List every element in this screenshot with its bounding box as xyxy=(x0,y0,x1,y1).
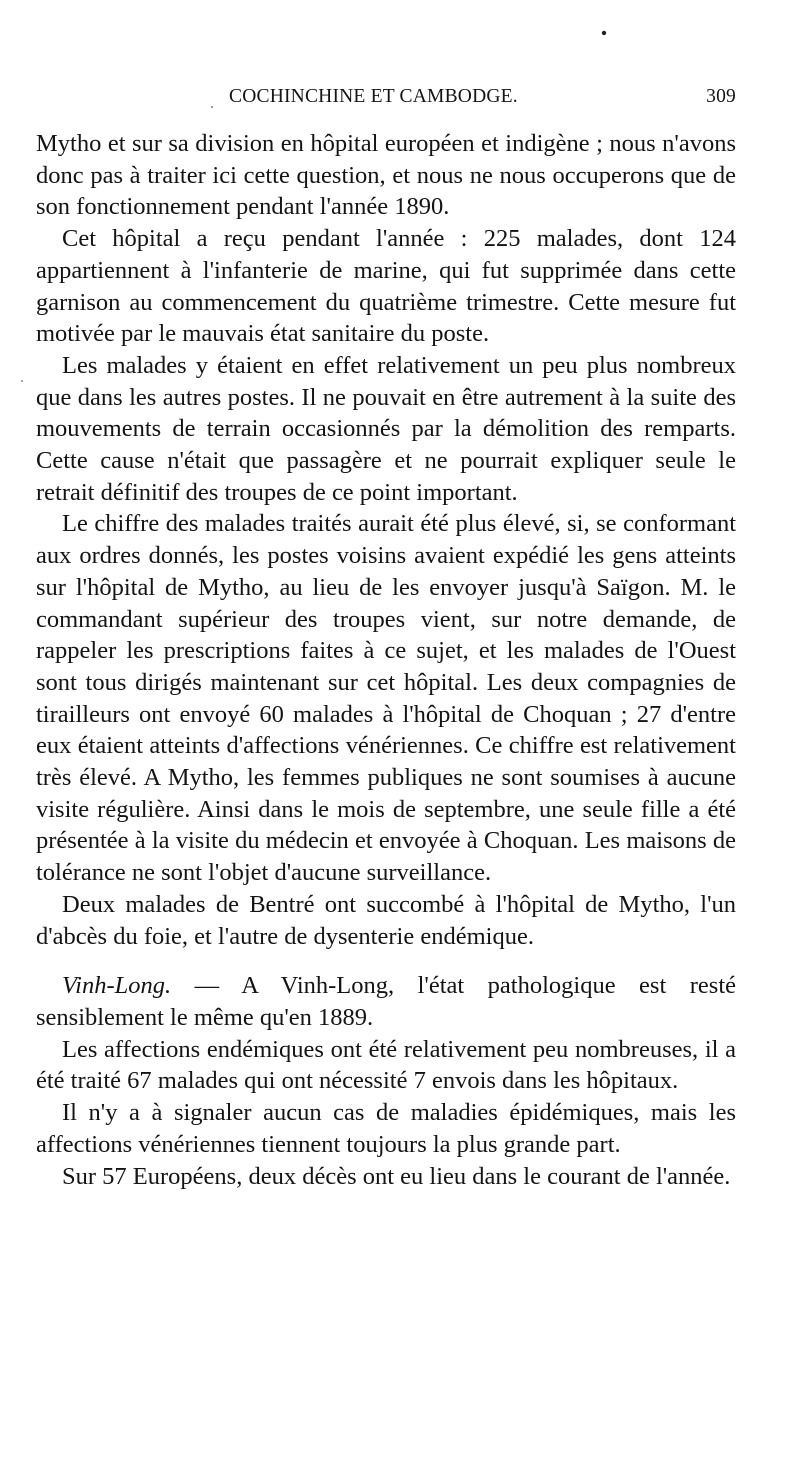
paragraph-text: Il n'y a à signaler aucun cas de maladies épidémiques, mais les affections vénériennes tiennent toujours la plus grande part. xyxy=(36,1099,736,1158)
paragraph-sanitary-causes xyxy=(36,350,736,509)
paragraph-endemic-affections xyxy=(36,1034,736,1097)
paragraph-text: Cet hôpital a reçu pendant l'année : 225 malades, dont 124 appartiennent à l'infanterie de marine, qui fut supprimée dans cette garnison au commencement du quatrième trimestre. Cette mesure fut motivée par le mauvais état sanitaire du poste. xyxy=(36,225,736,348)
paragraph-text: Le chiffre des malades traités aurait été plus élevé, si, se conformant aux ordres donnés, les postes voisins avaient expédié les gens atteints sur l'hôpital de Mytho, au lieu de les envoyer jusqu'à Saïgon. M. le commandant supérieur des troupes vient, sur notre demande, de rappeler les prescriptions faites à ce sujet, et les malades de l'Ouest sont tous dirigés maintenant sur cet hôpital. Les deux compagnies de tirailleurs ont envoyé 60 malades à l'hôpital de Choquan ; 27 d'entre eux étaient atteints d'affections vénériennes. Ce chiffre est relativement très élevé. A Mytho, les femmes publiques ne sont soumises à aucune visite régulière. Ainsi dans le mois de septembre, une seule fille a été présentée à la visite du médecin et envoyée à Choquan. Les maisons de tolérance ne sont l'objet d'aucune surveillance. xyxy=(36,510,736,887)
running-title: COCHINCHINE ET CAMBODGE. xyxy=(229,86,518,107)
paragraph-mytho-intro xyxy=(36,128,736,223)
page-number: 309 xyxy=(706,86,736,107)
section-title-vinh-long: Vinh-Long. xyxy=(62,972,172,1000)
paragraph-text: Deux malades de Bentré ont succombé à l'hôpital de Mytho, l'un d'abcès du foie, et l'autre de dysenterie endémique. xyxy=(36,890,736,950)
paragraph-text: — A Vinh-Long, l'état pathologique est resté sensiblement le même qu'en 1889. xyxy=(36,972,736,1031)
paragraph-european-deaths xyxy=(36,1161,736,1193)
paragraph-text: Les affections endémiques ont été relativement peu nombreuses, il a été traité 67 malades qui ont nécessité 7 envois dans les hôpitaux. xyxy=(36,1035,736,1095)
paragraph-text: Sur 57 Européens, deux décès ont eu lieu dans le courant de l'année. xyxy=(62,1162,731,1190)
page-body xyxy=(36,128,736,1192)
paragraph-vinh-long xyxy=(36,970,736,1033)
paragraph-epidemic-diseases xyxy=(36,1097,736,1160)
paragraph-text: Mytho et sur sa division en hôpital européen et indigène ; nous n'avons donc pas à traiter ici cette question, et nous ne nous occuperons que de son fonctionnement pendant l'année 1890. xyxy=(36,130,736,221)
paragraph-patient-transfers xyxy=(36,508,736,888)
paragraph-text: Les malades y étaient en effet relativement un peu plus nombreux que dans les autres postes. Il ne pouvait en être autrement à la suite des mouvements de terrain occasionnés par la démolition des remparts. Cette cause n'était que passagère et ne pourrait expliquer seule le retrait définitif des troupes de ce point important. xyxy=(36,351,736,506)
paragraph-bentre-deaths xyxy=(36,889,736,952)
running-header xyxy=(36,86,736,116)
paragraph-hospital-admissions xyxy=(36,223,736,350)
